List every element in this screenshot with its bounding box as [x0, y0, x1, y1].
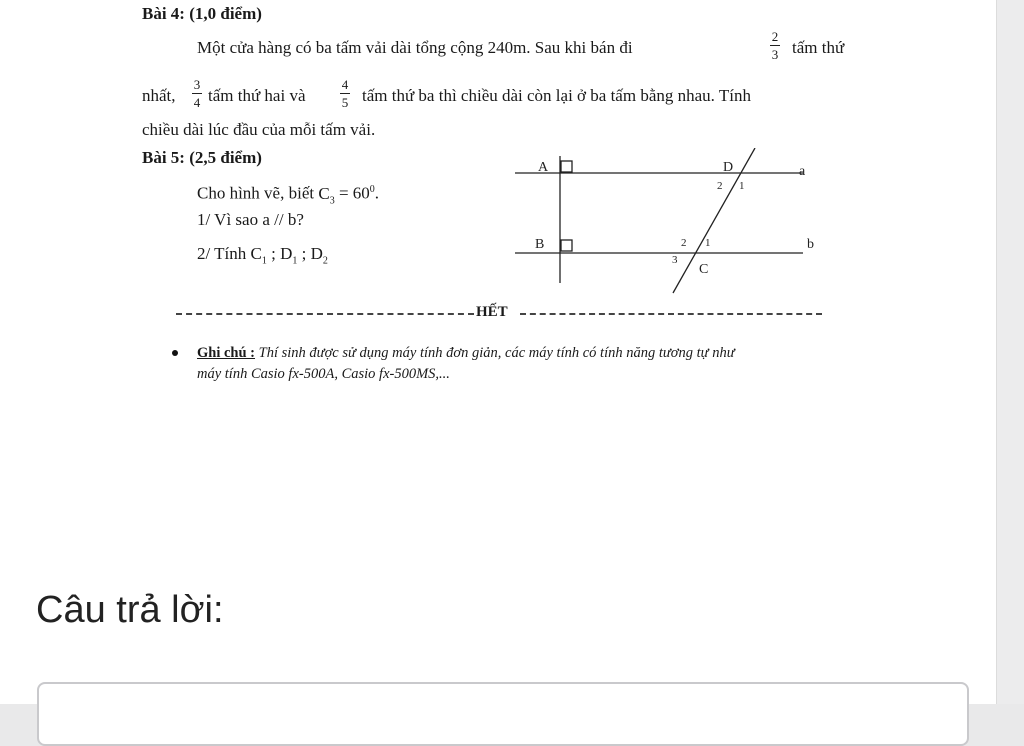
label-D: D — [723, 160, 734, 175]
note-line2: máy tính Casio fx-500A, Casio fx-500MS,... — [197, 366, 450, 382]
label-C: C — [699, 262, 709, 277]
end-marker: HẾT — [476, 304, 508, 320]
angle-C1: $C_1$ — [250, 244, 267, 267]
fraction-2-3 — [770, 30, 780, 61]
note-label: Ghi chú : — [197, 345, 256, 361]
fraction-denominator: 5 — [341, 95, 349, 110]
bai5-given: Cho hình vẽ, biết $C_3 = 60^0$. — [197, 183, 380, 207]
angle-C1-label: 1 — [705, 237, 711, 249]
bai5-question-2: 2/ Tính $C_1$ ; $D_1$ ; $D_2$ — [197, 244, 328, 267]
right-angle-B — [561, 240, 572, 251]
right-angle-A — [561, 161, 572, 172]
geometry-figure — [505, 148, 835, 308]
fraction-3-4 — [192, 78, 202, 109]
note-bullet — [172, 350, 178, 356]
given-value: = 60 — [338, 183, 370, 203]
bai4-line2-end: tấm thứ ba thì chiều dài còn lại ở ba tấm bằng nhau. Tính — [362, 86, 751, 105]
angle-D1-label: 1 — [739, 180, 745, 192]
bai4-line1-end: tấm thứ — [792, 38, 845, 57]
fraction-numerator: 3 — [193, 77, 201, 92]
bai4-line3: chiều dài lúc đầu của mỗi tấm vải. — [142, 120, 376, 139]
angle-C3-label: 3 — [672, 254, 678, 266]
bai4-heading: Bài 4: (1,0 điểm) — [142, 4, 262, 23]
given-text: Cho hình vẽ, biết — [197, 183, 315, 203]
label-a: a — [799, 164, 806, 179]
angle-D1: $D_1$ — [280, 244, 298, 267]
note-line1: Thí sinh được sử dụng máy tính đơn giản, các máy tính có tính năng tương tự như — [258, 345, 735, 361]
bai4-line2-start: nhất, — [142, 86, 176, 105]
fraction-numerator: 2 — [771, 29, 779, 44]
answer-input[interactable] — [37, 682, 969, 746]
degree-mark: 0 — [369, 184, 375, 195]
label-B: B — [535, 237, 545, 252]
fraction-denominator: 4 — [193, 95, 201, 110]
label-b: b — [807, 237, 814, 252]
scrollbar-track[interactable] — [996, 0, 1024, 704]
line-DC — [673, 148, 755, 293]
answer-label: Câu trả lời: — [36, 589, 224, 631]
separator-left — [176, 313, 474, 315]
bai4-line2-mid: tấm thứ hai và — [208, 86, 306, 105]
fraction-denominator: 3 — [771, 47, 779, 62]
fraction-numerator: 4 — [341, 77, 349, 92]
label-A: A — [538, 160, 549, 175]
angle-D2-label: 2 — [717, 180, 723, 192]
separator-right — [520, 313, 822, 315]
bai4-line1: Một cửa hàng có ba tấm vải dài tổng cộng 240m. Sau khi bán đi — [197, 38, 633, 57]
bai5-heading: Bài 5: (2,5 điểm) — [142, 148, 262, 167]
bai5-question-1: 1/ Vì sao a // b? — [197, 210, 304, 229]
given-angle: $C_3$ — [318, 183, 335, 207]
fraction-4-5 — [340, 78, 350, 109]
angle-C2-label: 2 — [681, 237, 687, 249]
note — [197, 343, 735, 363]
angle-D2: $D_2$ — [310, 244, 328, 267]
